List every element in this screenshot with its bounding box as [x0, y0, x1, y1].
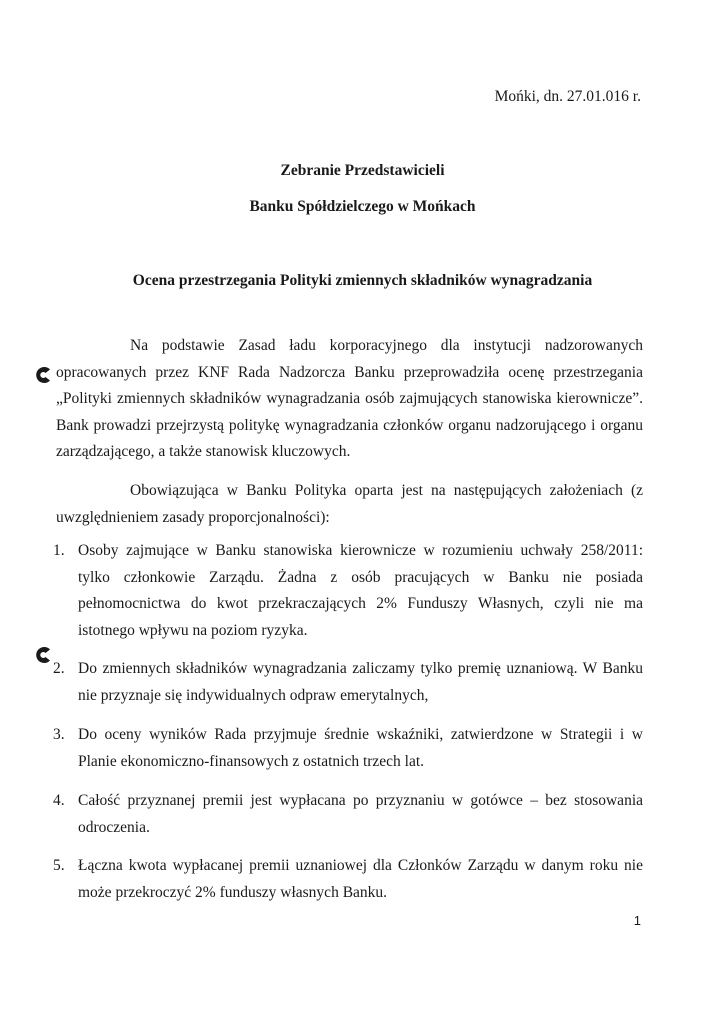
title-line-2: Banku Spółdzielczego w Mońkach: [249, 198, 476, 215]
date-line: Mońki, dn. 27.01.016 r.: [494, 88, 641, 105]
list-item: [0, 788, 725, 841]
list-item-number: 1.: [53, 542, 65, 559]
list-item-number: 4.: [53, 792, 65, 809]
list-item: [0, 722, 725, 775]
title-line-1: Zebranie Przedstawicieli: [280, 162, 445, 179]
punch-hole-icon: [33, 364, 55, 386]
subject-heading: Ocena przestrzegania Polityki zmiennych składników wynagradzania: [132, 272, 593, 289]
list-item-text: Do oceny wyników Rada przyjmuje średnie wskaźniki, zatwierdzone w Strategii i w Planie ekonomiczno-finansowych z ostatnich trzech lat.: [78, 726, 643, 770]
list-item: [0, 538, 725, 644]
list-item-text: Łączna kwota wypłacanej premii uznaniowej dla Członków Zarządu w danym roku nie może przekroczyć 2% funduszy własnych Banku.: [78, 857, 643, 901]
list-item-number: 2.: [53, 660, 65, 677]
list-item: [0, 853, 725, 906]
list-item-number: 3.: [53, 726, 65, 743]
paragraph-policy: Obowiązująca w Banku Polityka oparta jest na następujących założeniach (z uwzględnieniem zasady proporcjonalności):: [56, 482, 643, 526]
list-item-text: Osoby zajmujące w Banku stanowiska kierownicze w rozumieniu uchwały 258/2011: tylko członkowie Zarządu. Żadna z osób pracujących w Banku nie posiada pełnomocnictwa do kwot przekraczających 2% Funduszy Własnych, czyli nie ma istotnego wpływu na poziom ryzyka.: [78, 542, 643, 639]
list-item-number: 5.: [53, 857, 65, 874]
policy-rules-list: [0, 538, 725, 906]
paragraph-intro: Na podstawie Zasad ładu korporacyjnego dla instytucji nadzorowanych opracowanych przez KNF Rada Nadzorcza Banku przeprowadziła ocenę przestrzegania „Polityki zmiennych składników wynagradzania osób zajmujących stanowiska kierownicze”. Bank prowadzi przejrzystą politykę wynagradzania członków organu nadzorującego i organu zarządzającego, a także stanowisk kluczowych.: [56, 337, 643, 460]
page-number: 1: [633, 913, 641, 928]
list-item-text: Do zmiennych składników wynagradzania zaliczamy tylko premię uznaniową. W Banku nie przyznaje się indywidualnych odpraw emerytalnych,: [78, 660, 643, 704]
list-item: [0, 656, 725, 709]
list-item-text: Całość przyznanej premii jest wypłacana po przyznaniu w gotówce – bez stosowania odroczenia.: [78, 792, 643, 836]
punch-hole-icon: [33, 644, 55, 666]
